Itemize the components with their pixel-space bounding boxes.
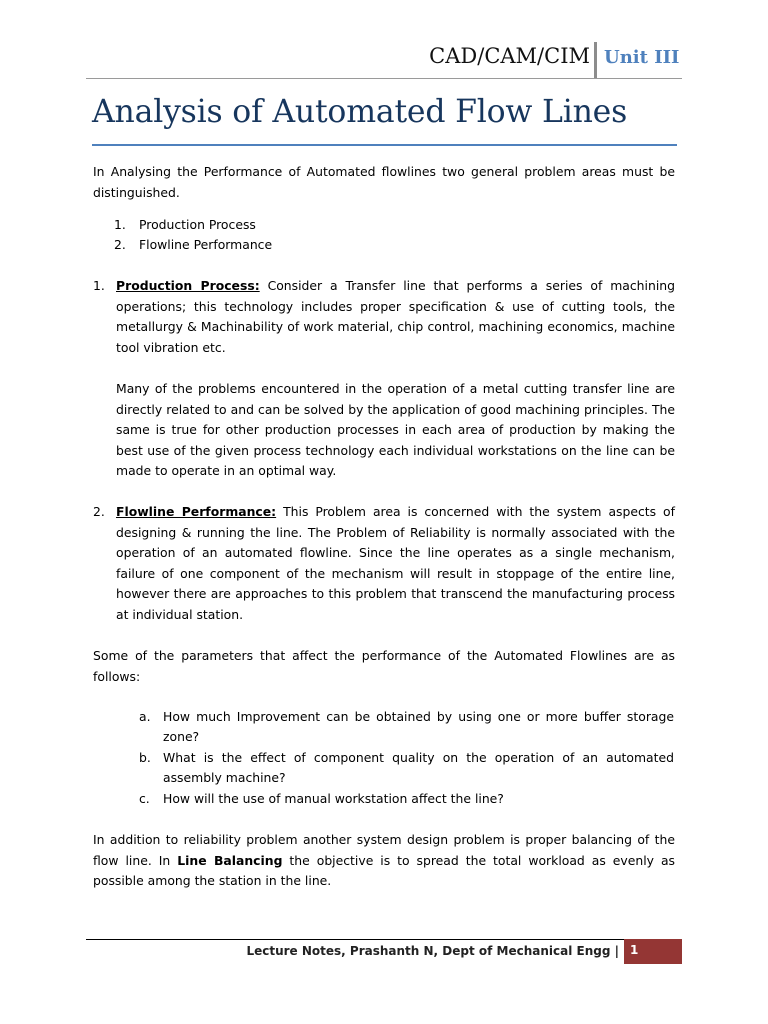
section1-number: 1. (93, 278, 105, 293)
list-number: 1. (114, 217, 126, 232)
header-divider (594, 42, 597, 78)
section1-paragraph (116, 276, 675, 358)
section1-paragraph2: Many of the problems encountered in the operation of a metal cutting transfer line are directly related to and can be solved by the application of good machining principles. The same is true for other production processes in each area of production by making the best use of the given process technology each individual workstations on the line can be made to operate in an optimal way. (116, 381, 675, 479)
header-course-title: CAD/CAM/CIM (429, 44, 590, 68)
section2-heading: Flowline Performance: (116, 504, 277, 519)
closing-text-before: In addition to reliability problem another system design problem is proper balancing of the flow line. In (93, 832, 675, 868)
list-item (0, 789, 674, 809)
list-label: Production Process (139, 217, 256, 232)
list-letter: a. (139, 709, 151, 724)
section1-text: Consider a Transfer line that performs a series of machining operations; this technology includes proper specification & use of cutting tools, the metallurgy & Machinability of work material, chip control, machining economics, machine tool vibration etc. (116, 278, 675, 355)
header-unit-label: Unit III (604, 47, 680, 68)
list-text: What is the effect of component quality on the operation of an automated assembly machine? (163, 749, 674, 786)
list-letter: c. (139, 790, 150, 806)
list-label: Flowline Performance (139, 237, 273, 253)
list-text: How will the use of manual workstation affect the line? (163, 790, 504, 806)
list-item (0, 748, 674, 789)
closing-text-after: the objective is to spread the total workload as evenly as possible among the station in the line. (93, 852, 675, 889)
closing-bold-term: Line Balancing (177, 852, 283, 868)
section2-number: 2. (93, 504, 105, 519)
list-number: 2. (114, 237, 126, 253)
section1-heading: Production Process: (116, 278, 260, 293)
list-text: How much Improvement can be obtained by using one or more buffer storage zone? (163, 709, 674, 745)
parameters-intro: Some of the parameters that affect the performance of the Automated Flowlines are as follows: (93, 648, 675, 684)
footer-rule (86, 939, 624, 940)
parameters-list (0, 707, 674, 809)
footer-credit: Lecture Notes, Prashanth N, Dept of Mechanical Engg | (246, 944, 619, 958)
page-number: 1 (630, 943, 639, 957)
title-underline (92, 144, 677, 146)
section2-paragraph (116, 502, 675, 626)
page-title: Analysis of Automated Flow Lines (92, 94, 628, 130)
section2-text: This Problem area is concerned with the system aspects of designing & running the line. The Problem of Reliability is normally associated with the operation of an automated flowline. Since the line operates as a single mechanism, failure of one component of the mechanism will result in stoppage of the entire line, however there are approaches to this problem that transcend the manufacturing process at individual station. (116, 504, 675, 622)
list-letter: b. (139, 749, 151, 765)
header-rule (86, 78, 682, 79)
page-number-box (624, 939, 682, 964)
intro-paragraph: In Analysing the Performance of Automated flowlines two general problem areas must be distinguished. (93, 164, 675, 200)
closing-paragraph (93, 830, 675, 892)
list-item (0, 707, 674, 748)
